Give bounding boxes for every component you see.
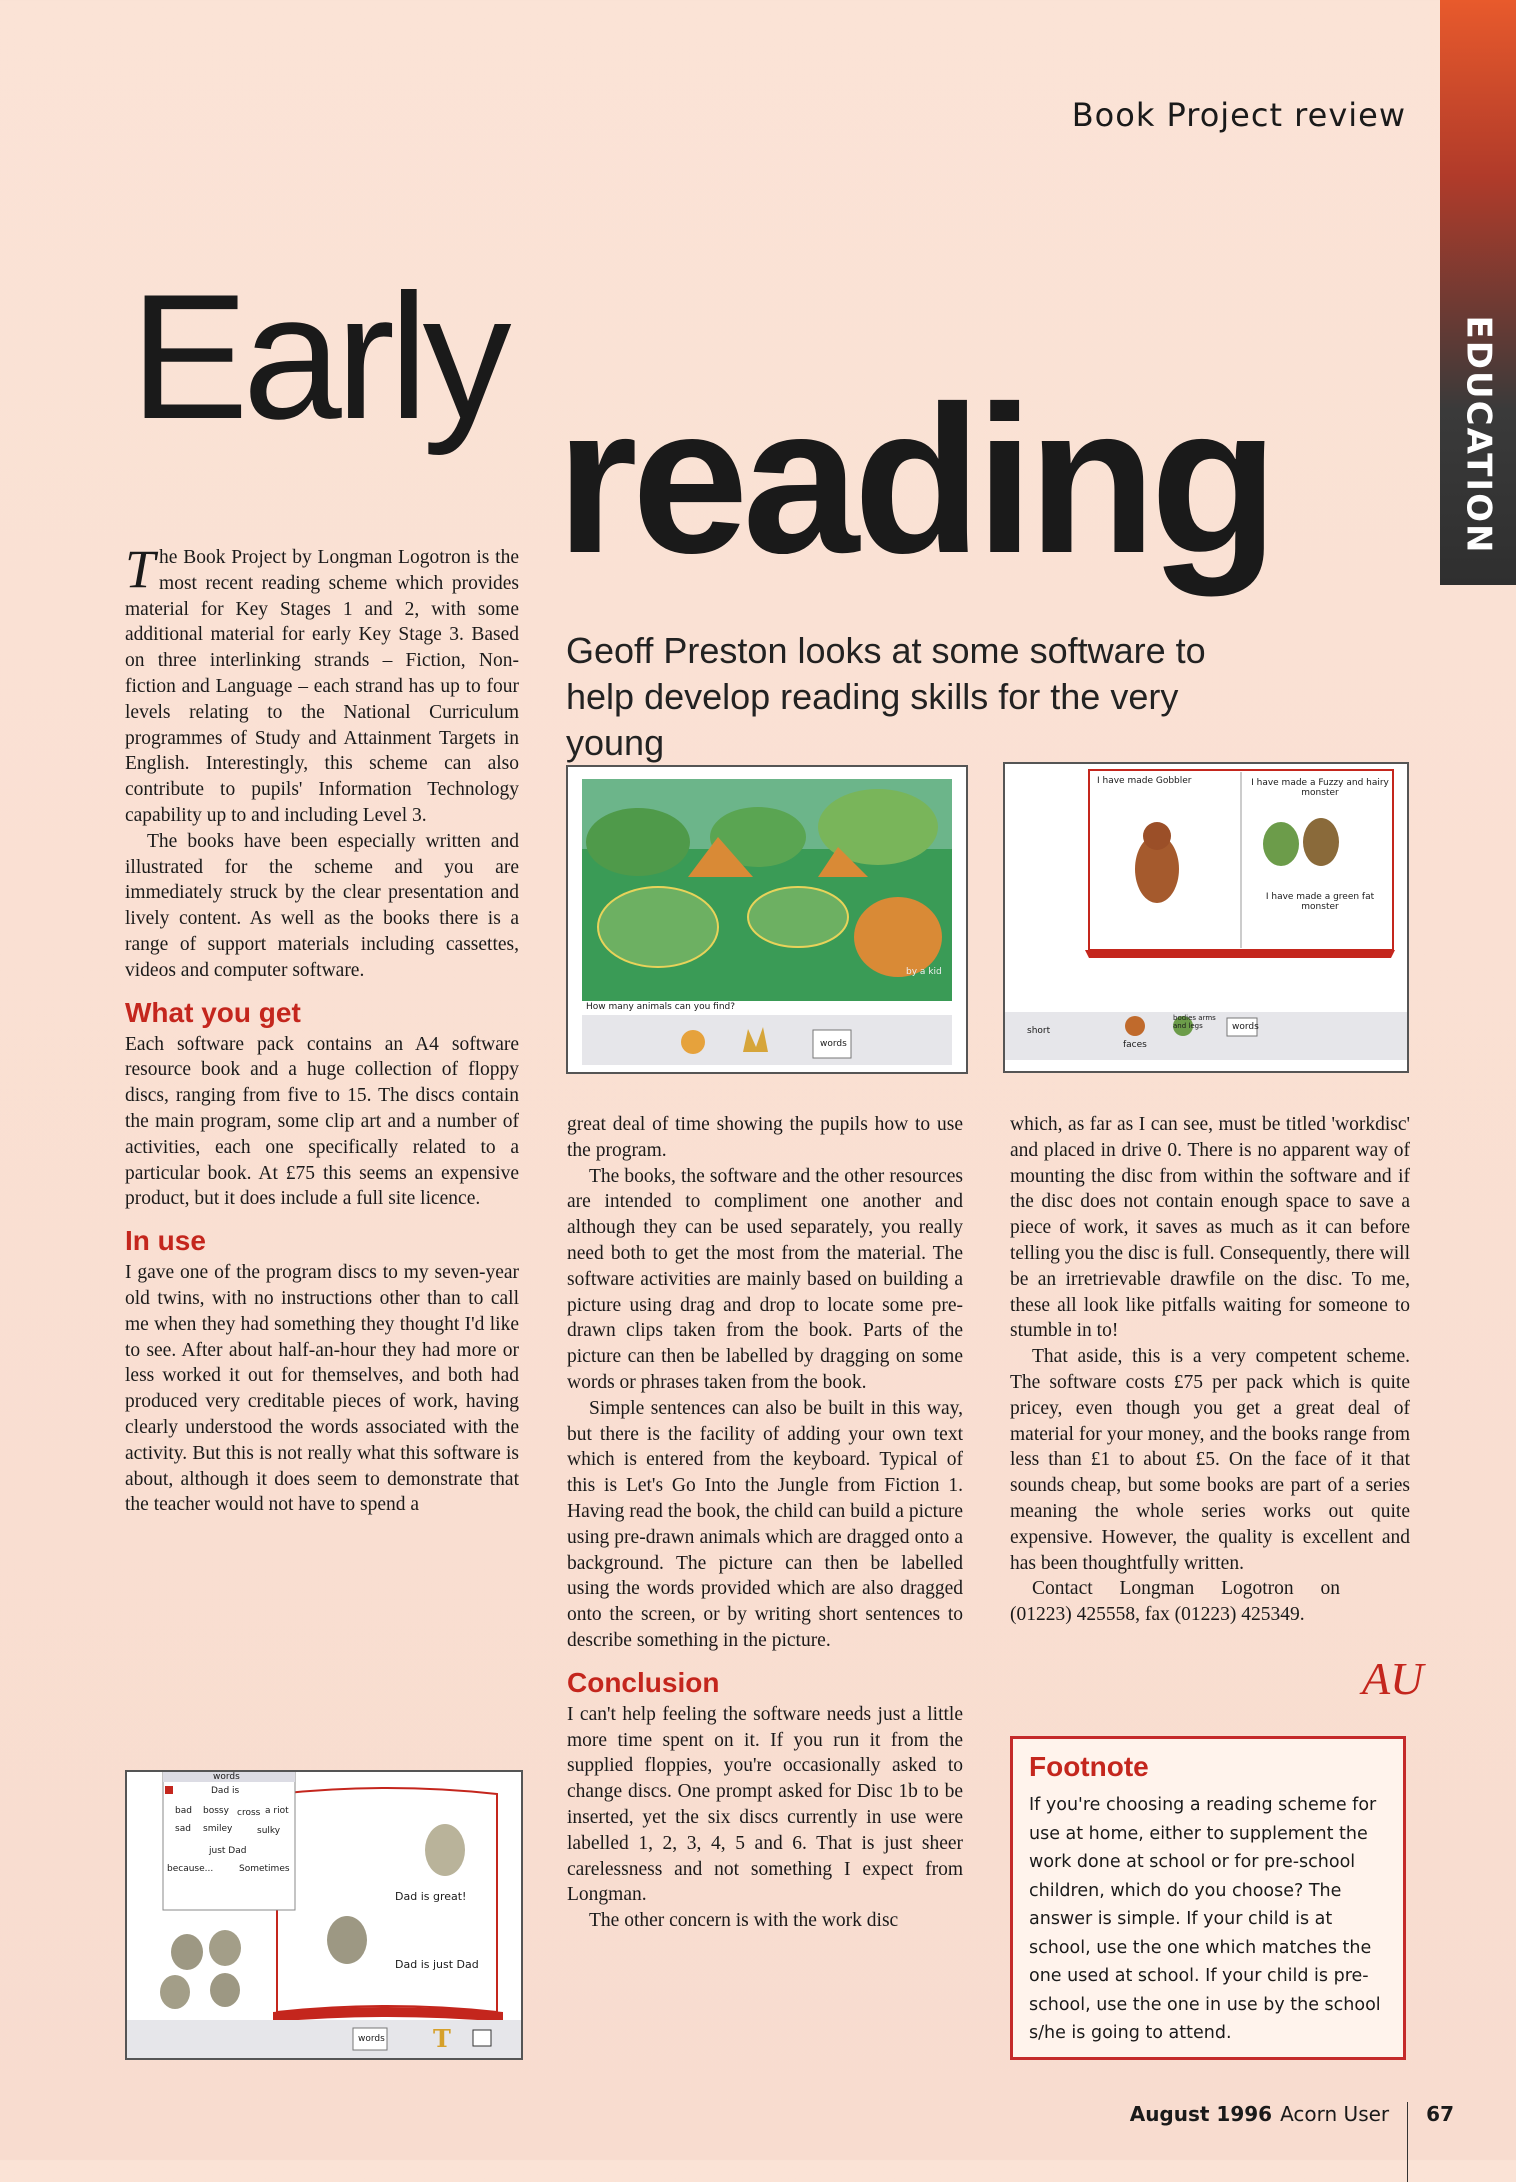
heading-what-you-get: What you get [125,996,301,1028]
monster-text-1: I have made Gobbler [1097,776,1192,786]
label-short[interactable]: short [1027,1026,1051,1036]
heading-in-use: In use [125,1225,206,1257]
intro-paragraph-2: The books have been especially written and illustrated for the scheme and you are immediately struck by the clear presentation and lively content. As well as the books there is a range of support materials including cassettes, videos and computer software. [125,830,519,981]
screenshot-caption: How many animals can you find? [586,1002,736,1012]
middle-column [567,1112,963,1934]
screenshot-credit: by a kid [906,967,942,977]
conclusion-paragraph-1: I can't help feeling the software needs just a little more time spent on it. If you run it from the supplied floppies, you're occasionally asked to change discs. One prompt asked for Disc 1b to be inserted, yet the six discs currently in use were labelled 1, 2, 3, 4, 5 and 6. That is just sheer carelessness and not something I expect from Longman. [567,1703,963,1906]
footnote-heading: Footnote [1029,1751,1149,1782]
footnote-box [1010,1736,1406,2060]
middle-paragraph-3: Simple sentences can also be built in this way, but there is the facility of adding your own text which is entered from the keyboard. Typical of this is Let's Go Into the Jungle from Fiction 1. Having read the book, the child can build a picture using pre-drawn animals which are dragged onto a background. The picture can then be labelled using the words provided which are also dragged onto the screen, or by writing short sentences to describe something in the picture. [567,1397,963,1651]
middle-paragraph-1: great deal of time showing the pupils how to use the program. [567,1114,963,1161]
title-line-1: Early [130,257,506,456]
acorn-user-logo: AU [1362,1653,1424,1704]
screenshot-monsters [1003,762,1409,1073]
screenshot-dad [125,1770,523,2060]
word-a-riot[interactable]: a riot [265,1806,289,1816]
word-because[interactable]: because... [167,1864,214,1874]
jungle-scene-image [568,767,966,1072]
dad-text-2: Dad is just Dad [395,1958,479,1971]
dad-text-1: Dad is great! [395,1890,467,1903]
words-panel-title: words [213,1772,240,1782]
in-use-paragraph: I gave one of the program discs to my seven-year old twins, with no instructions other than to call me when they had something they thought I'd like to see. After about half-an-hour they had more or less worked it out for themselves, and both had produced very creditable pieces of work, having clearly understood the words associated with the activity. But this is not really what this software is about, although it does seem to demonstrate that the teacher would not have to spend a [125,1262,519,1516]
what-you-get-paragraph: Each software pack contains an A4 software resource book and a huge collection of floppy discs, ranging from five to 15. The discs contain the main program, some clip art and a number of activities, each one specifically related to a particular book. At £75 this seems an expensive product, but it does include a full site licence. [125,1033,519,1210]
words-button[interactable]: words [358,2034,385,2044]
intro-column [125,539,519,1518]
word-sulky[interactable]: sulky [257,1826,281,1836]
text-tool-icon[interactable]: T [433,2024,451,2053]
right-paragraph-2: That aside, this is a very competent scheme. The software costs £75 per pack which is quite pricey, even though you get a great deal of material for your money, and the books range from less than £1 to about £5. On the face of it that sounds cheap, but some books are part of a series meaning the whole series works out quite expensive. However, the quality is excellent and has been thoughtfully written. [1010,1346,1410,1574]
screenshot-jungle [566,765,968,1074]
word-bad[interactable]: bad [175,1806,192,1816]
section-label: Book Project review [1071,96,1406,134]
heading-conclusion: Conclusion [567,1666,720,1698]
middle-paragraph-2: The books, the software and the other resources are intended to compliment one another and although they can be used separately, you really need both to get the most from the material. The software activities are mainly based on building a picture using drag and drop to locate some pre-drawn clips taken from the book. Parts of the picture can then be labelled by dragging on some words or phrases taken from the book. [567,1165,963,1393]
right-column [1010,1112,1410,1628]
word-sad[interactable]: sad [175,1824,191,1834]
label-bodies[interactable]: bodies arms and legs [1173,1014,1216,1030]
intro-paragraph-1: The Book Project by Longman Logotron is the most recent reading scheme which provides material for Key Stages 1 and 2, with some additional material for early Key Stage 3. Based on three interlinking strands – Fiction, Non-fiction and Language – each strand has up to four levels relating to the National Curriculum programmes of Study and Attainment Targets in English. Interestingly, this scheme can also contribute to pupils' Information Technology capability up to and including Level 3. [125,539,519,826]
word-dad-is[interactable]: Dad is [211,1786,240,1796]
word-cross[interactable]: cross [237,1808,261,1818]
footer-date: August 1996 [1129,2102,1273,2126]
word-bossy[interactable]: bossy [203,1806,229,1816]
standfirst: Geoff Preston looks at some software to help develop reading skills for the very young [566,630,1206,763]
footer-magazine: Acorn User [1280,2102,1390,2126]
dropcap: T [125,539,156,599]
page-footer [1130,2074,1454,2154]
conclusion-paragraph-2: The other concern is with the work disc [589,1910,899,1932]
label-faces[interactable]: faces [1123,1040,1147,1050]
right-paragraph-1: which, as far as I can see, must be titled 'workdisc' and placed in drive 0. There is no apparent way of mounting the disc from within the software and if the disc does not contain enough space to save a piece of work, it saves as much as it can before telling you the disc is full. Consequently, there will be an irretrievable drawfile on the disc. To me, these all look like pitfalls waiting for someone to stumble in to! [1010,1114,1410,1342]
title-line-2: reading [556,362,1273,597]
word-just-dad[interactable]: just Dad [209,1846,247,1856]
footer-divider [1407,2102,1408,2182]
page-number: 67 [1426,2102,1454,2126]
words-button[interactable]: words [820,1039,847,1049]
footnote-text: If you're choosing a reading scheme for use at home, either to supplement the work done at school or for pre-school children, which do you choose? The answer is simple. If your child is at school, use the one which matches the one used at school. If your child is pre-school, use the one in use by the school s/he is going to attend. [1029,1795,1381,2043]
word-sometimes[interactable]: Sometimes [239,1864,290,1874]
monster-text-3: I have made a green fat monster [1265,892,1375,912]
monster-text-2: I have made a Fuzzy and hairy monster [1251,778,1389,798]
words-button[interactable]: words [1232,1022,1259,1032]
section-tab-label: EDUCATION [1458,315,1499,555]
word-smiley[interactable]: smiley [203,1824,233,1834]
contact-paragraph: Contact Longman Logotron on (01223) 425558, fax (01223) 425349. [1010,1578,1340,1626]
